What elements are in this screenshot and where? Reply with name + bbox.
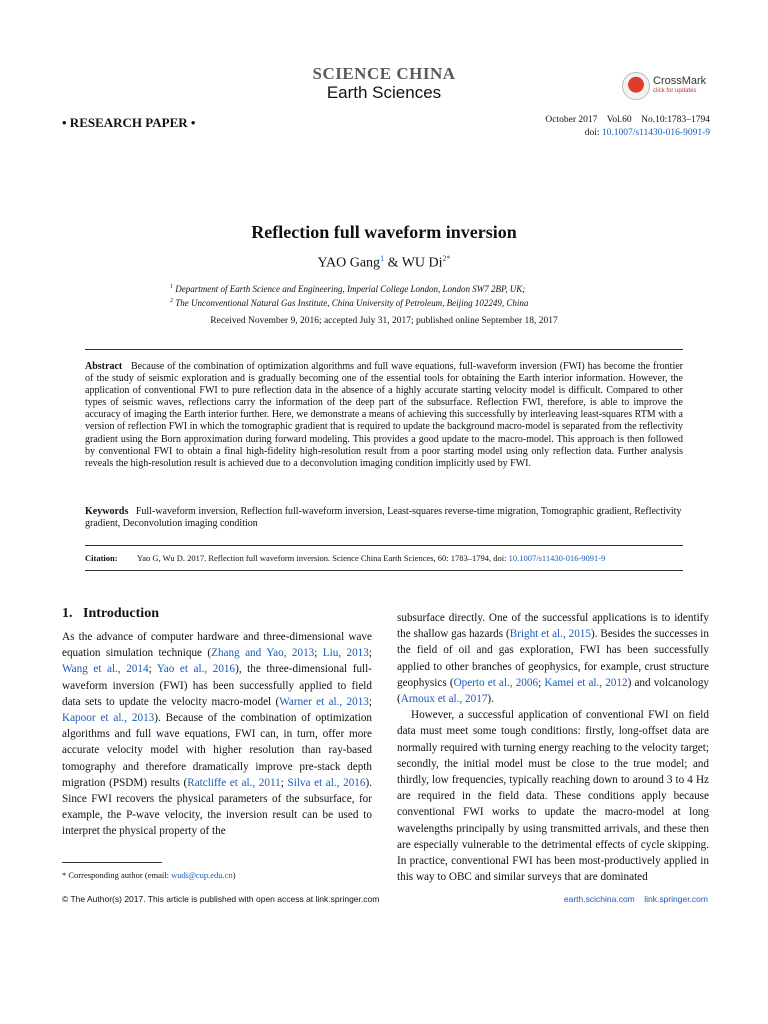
affiliation-2 [170,295,600,309]
affiliation-1 [170,281,600,295]
text-run: ). Besides the successes in the field of oil and gas exploration, FWI has been successfully applied to other branches of geophysics, for example, crust structure geophysics ( [397,628,709,689]
springer-link[interactable]: link.springer.com [644,894,708,904]
author-2: WU Di [401,255,443,271]
abstract-text: Because of the combination of optimization algorithms and full wave equations, full-waveform inversion (FWI) has become the frontier of the study of seismic exploration and is gradually becoming one of the essential tools for obtaining the Earth interior information. However, the application of conventional FWI to pure reflection data in the absence of a highly accurate starting velocity model is difficult. Compared to other types of seismic waves, reflections carry the information of the deep part of the subsurface. Reflection FWI, therefore, is able to improve the accuracy of imaging the Earth interior further. Here, we demonstrate a means of achieving this successfully by interleaving least-squares RTM with a version of reflection FWI in which the tomographic gradient that is required to update the background macro-model is separated from the reflectivity gradient using the Born approximation during forward modeling. This provides a good update to the macro-model. This approach is then followed by conventional FWI to obtain a final high-fidelity high-resolution result from a poor starting model using only reflection data. Further analysis reveals the high-resolution result is achieved due to a deconvolution imaging condition implicitly used by FWI. [85,361,683,469]
paper-title: Reflection full waveform inversion [251,222,517,242]
column-left [62,629,372,840]
author-separator: & [384,255,402,271]
text-run: subsurface directly. One of the successful applications is to identify the shallow gas hazards ( [397,612,709,641]
text-run: ; [368,695,372,708]
scichina-link[interactable]: earth.scichina.com [563,894,635,904]
affiliation-2-marker: 2 [170,298,173,304]
citation-text: Yao G, Wu D. 2017. Reflection full waveform inversion. Science China Earth Sciences, 60: 1783–1794, doi: [137,553,509,563]
affiliation-1-marker: 1 [170,284,173,290]
affiliation-2-text: The Unconventional Natural Gas Institute, China University of Petroleum, Beijing 102249, China [175,298,529,308]
text-run: ), the three-dimensional full-waveform inversion (FWI) has been successfully applied to field data sets to update the velocity macro-model ( [62,663,372,708]
copyright-notice: © The Author(s) 2017. This article is published with open access at link.springer.com [62,894,380,904]
crossmark-sublabel: click for updates [653,88,697,94]
keywords-text: Full-waveform inversion, Reflection full-waveform inversion, Least-squares reverse-time migration, Tomographic gradient, Reflectivity gradient, Deconvolution imaging condition [85,506,682,530]
paragraph-1 [62,629,372,840]
corresponding-email[interactable]: wudi@cup.edu.cn [171,870,233,880]
text-run: ). [487,693,494,706]
citation [85,553,683,563]
divider-citation-top [85,545,683,546]
paper-type: • RESEARCH PAPER • [62,115,196,130]
citation-link[interactable]: Silva et al., 2016 [287,776,366,789]
text-run: ) and volcanology ( [397,676,710,706]
text-run: ; [148,663,157,676]
citation-link[interactable]: Kamei et al., 2012 [544,676,628,689]
doi-label: doi: [584,128,600,138]
text-run: ; [368,647,372,660]
citation-link[interactable]: Bright et al., 2015 [509,628,591,641]
text-run: ). Because of the combination of optimization algorithms and full wave equations, FWI can, in turn, offer more accurate velocity model with higher resolution than ray-based tomography and therefore dramatically improve pre-stack depth migration (PSDM) results ( [62,712,373,789]
doi-link[interactable]: 10.1007/s11430-016-9091-9 [601,128,710,138]
citation-link[interactable]: Kapoor et al., 2013 [62,712,155,725]
journal-name: SCIENCE CHINA [312,64,456,83]
author-list [0,254,768,272]
paragraph-3 [397,707,709,885]
abstract [85,361,683,470]
citation-link[interactable]: Arnoux et al., 2017 [400,693,488,706]
footnote-divider [62,862,162,863]
divider-top [85,349,683,350]
author-1: YAO Gang [317,255,381,271]
text-run: However, a successful application of conventional FWI on field data must meet some tough conditions: firstly, long-offset data are normally required with turning energy reaching to the velocity target; secondly, the initial model must be close to the true model; and thirdly, low frequencies, typically reaching down to around 3 to 4 Hz are required in the field data. These conditions apply because conventional FWI works to update the macro-model at long wavelengths principally by using transmitted arrivals, and these then are especially vulnerable to the detrimental effects of cycle skipping. In practice, conventional FWI has been most-productively applied in this way to OBC and similar surveys that are dominated [397,709,709,884]
footnote [62,870,236,880]
doi-line [545,127,710,140]
keywords-label: Keywords [85,506,129,517]
citation-link[interactable]: Yao et al., 2016 [156,663,236,676]
divider-citation-bottom [85,570,683,571]
affiliation-1-text: Department of Earth Science and Engineering, Imperial College London, London SW7 2BP, UK; [175,284,526,294]
text-run: ; [314,647,323,660]
citation-link[interactable]: Operto et al., 2006 [453,676,539,689]
issue-meta [545,114,710,140]
citation-link[interactable]: Ratcliffe et al., 2011 [187,776,281,789]
text-run: ). Since FWI recovers the physical parameters of the subsurface, for example, the P-wave velocity, the inversion result can be used to interpret the physical property of the [62,776,373,838]
crossmark-badge[interactable] [622,72,722,102]
text-run: As the advance of computer hardware and three-dimensional wave equation simulation technique ( [62,631,372,660]
text-run: ; [538,676,545,689]
author-2-affiliation[interactable]: 2* [442,254,451,263]
journal-section: Earth Sciences [326,83,442,102]
abstract-label: Abstract [85,361,123,372]
citation-link[interactable]: Liu, 2013 [322,647,369,660]
keywords [85,506,683,530]
issue-info: October 2017 Vol.60 No.10:1783–1794 [545,115,710,125]
footer-links [564,894,708,904]
footnote-text: * Corresponding author (email: [62,870,172,880]
citation-label: Citation: [85,553,118,563]
paragraph-2 [397,610,709,707]
citation-link[interactable]: Warner et al., 2013 [279,695,369,708]
footnote-close: ) [232,870,236,880]
column-right [397,610,709,885]
crossmark-icon [622,72,650,100]
received-dates: Received November 9, 2016; accepted July 31, 2017; published online September 18, 2017 [210,316,558,326]
page-footer [62,894,708,904]
crossmark-label: CrossMark [653,75,707,87]
author-1-affiliation[interactable]: 1 [380,254,385,263]
citation-doi-link[interactable]: 10.1007/s11430-016-9091-9 [508,553,606,563]
section-heading: 1. Introduction [62,606,159,621]
text-run: ; [280,776,288,789]
citation-link[interactable]: Zhang and Yao, 2013 [211,647,315,660]
affiliations [170,281,600,309]
citation-link[interactable]: Wang et al., 2014 [62,663,149,676]
